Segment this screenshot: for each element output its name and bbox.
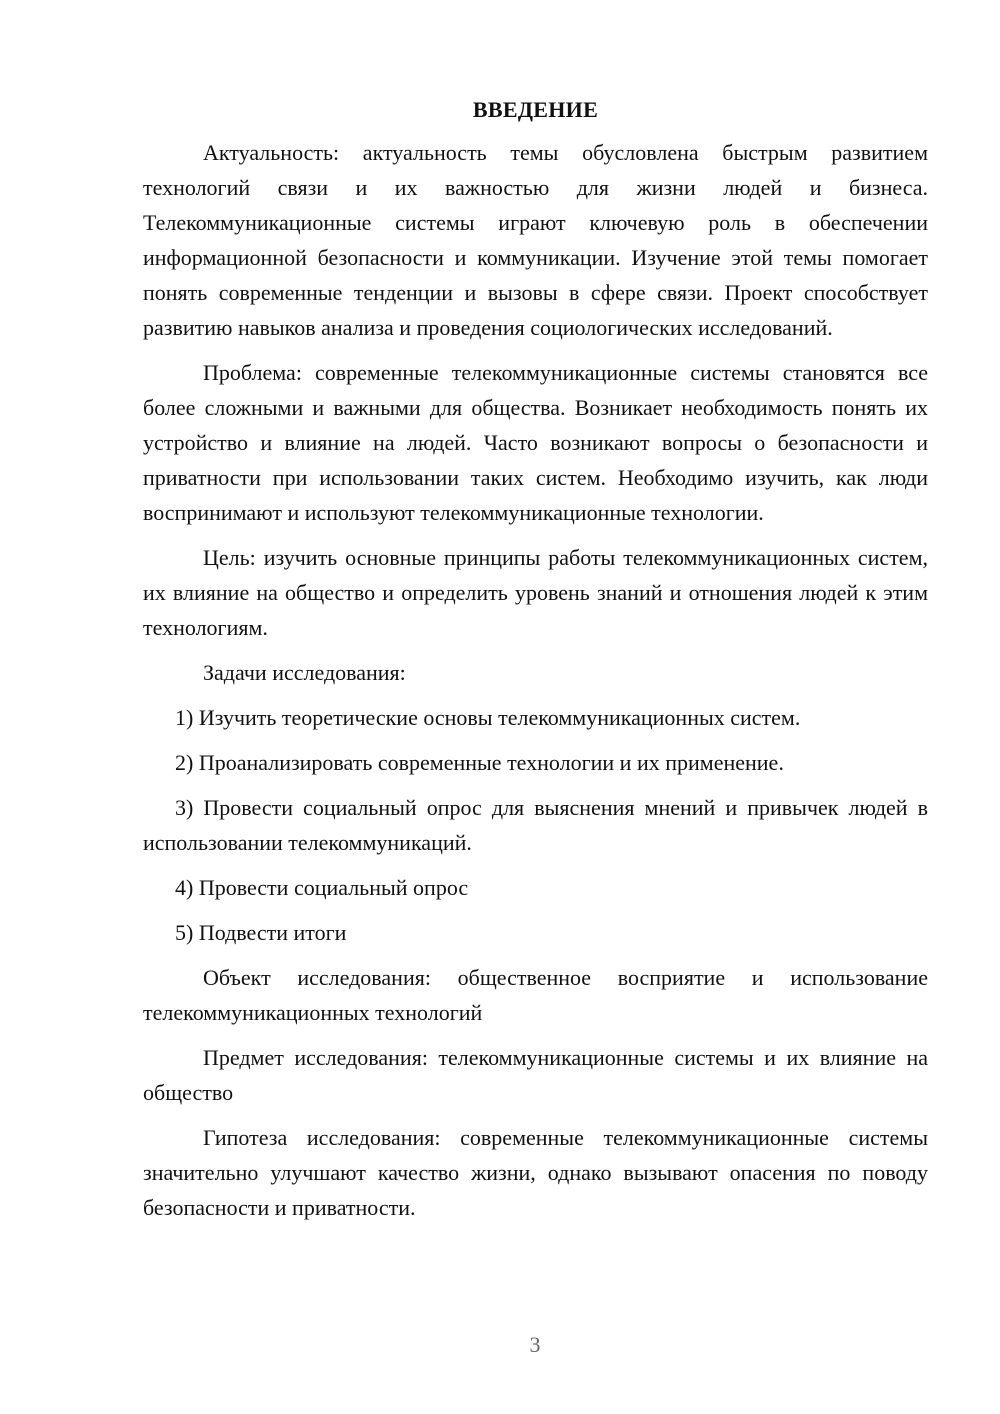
paragraph-tasks-heading: Задачи исследования:	[203, 660, 406, 685]
paragraph-hypothesis: Гипотеза исследования: современные телекоммуникационные системы значительно улучшают качество жизни, однако вызывают опасения по поводу безопасности и приватности.	[143, 1125, 928, 1220]
paragraph-goal: Цель: изучить основные принципы работы телекоммуникационных систем, их влияние на общество и определить уровень знаний и отношения людей к этим технологиям.	[143, 545, 928, 640]
task-item-2: 2) Проанализировать современные технологии и их применение.	[175, 750, 784, 775]
task-item-1: 1) Изучить теоретические основы телекоммуникационных систем.	[175, 705, 801, 730]
paragraph-problem: Проблема: современные телекоммуникационные системы становятся все более сложными и важными для общества. Возникает необходимость понять их устройство и влияние на людей. Часто возникают вопросы о безопасности и приватности при использовании таких систем. Необходимо изучить, как люди воспринимают и используют телекоммуникационные технологии.	[143, 360, 928, 525]
paragraph-relevance: Актуальность: актуальность темы обусловлена быстрым развитием технологий связи и их важностью для жизни людей и бизнеса. Телекоммуникационные системы играют ключевую роль в обеспечении информационной безопасности и коммуникации. Изучение этой темы помогает понять современные тенденции и вызовы в сфере связи. Проект способствует развитию навыков анализа и проведения социологических исследований.	[143, 140, 928, 340]
paragraph-object: Объект исследования: общественное восприятие и использование телекоммуникационных технологий	[143, 965, 928, 1025]
task-item-5: 5) Подвести итоги	[175, 920, 347, 945]
task-item-3: 3) Провести социальный опрос для выяснения мнений и привычек людей в использовании телекоммуникаций.	[143, 795, 928, 855]
document-page	[143, 92, 928, 1225]
task-item-4: 4) Провести социальный опрос	[175, 875, 469, 900]
paragraph-subject: Предмет исследования: телекоммуникационные системы и их влияние на общество	[143, 1045, 928, 1105]
page-number: 3	[529, 1332, 541, 1357]
section-title: ВВЕДЕНИЕ	[472, 97, 599, 122]
